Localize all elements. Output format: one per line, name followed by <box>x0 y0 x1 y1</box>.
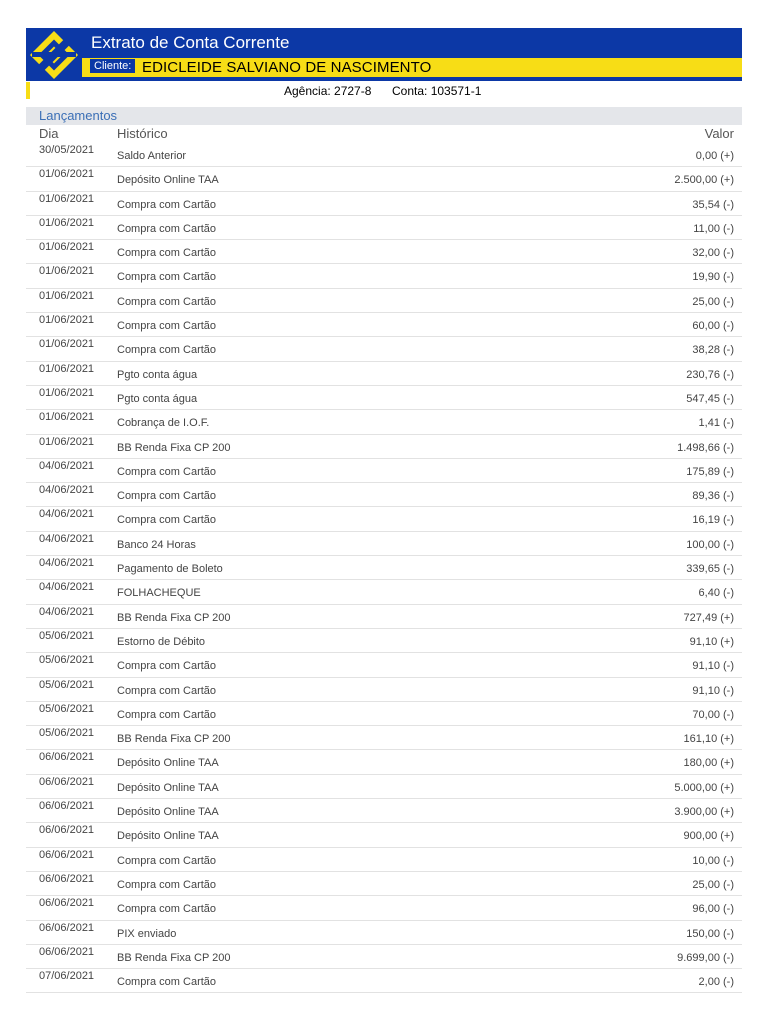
client-label: Cliente: <box>90 59 135 73</box>
section-title: Lançamentos <box>39 108 118 123</box>
row-date: 06/06/2021 <box>39 897 95 910</box>
row-description: PIX enviado <box>117 927 177 940</box>
row-date: 01/06/2021 <box>39 386 95 399</box>
row-value: 96,00 (-) <box>692 903 734 916</box>
table-row <box>26 629 742 653</box>
row-date: 05/06/2021 <box>39 727 95 740</box>
account-info <box>26 82 742 100</box>
row-description: Compra com Cartão <box>117 684 217 697</box>
row-date: 01/06/2021 <box>39 338 95 351</box>
table-row <box>26 702 742 726</box>
row-value: 900,00 (+) <box>683 830 734 843</box>
row-date: 06/06/2021 <box>39 921 95 934</box>
row-description: Depósito Online TAA <box>117 174 219 187</box>
table-row <box>26 192 742 216</box>
table-row <box>26 896 742 920</box>
table-row <box>26 507 742 531</box>
row-date: 06/06/2021 <box>39 872 95 885</box>
row-value: 180,00 (+) <box>683 757 734 770</box>
table-row <box>26 726 742 750</box>
row-value: 1,41 (-) <box>698 417 734 430</box>
row-date: 04/06/2021 <box>39 532 95 545</box>
row-date: 04/06/2021 <box>39 459 95 472</box>
table-row <box>26 580 742 604</box>
row-date: 30/05/2021 <box>39 144 95 156</box>
row-value: 89,36 (-) <box>692 490 734 503</box>
row-value: 91,10 (-) <box>692 660 734 673</box>
row-value: 11,00 (-) <box>693 222 734 235</box>
table-row <box>26 143 742 167</box>
row-description: Saldo Anterior <box>117 150 187 162</box>
row-date: 06/06/2021 <box>39 824 95 837</box>
table-row <box>26 775 742 799</box>
row-description: Pgto conta água <box>117 368 198 381</box>
table-row <box>26 921 742 945</box>
statement-header <box>26 28 742 81</box>
row-date: 06/06/2021 <box>39 775 95 788</box>
row-description: Compra com Cartão <box>117 660 217 673</box>
row-date: 05/06/2021 <box>39 654 95 667</box>
row-description: Depósito Online TAA <box>117 806 219 819</box>
row-description: Compra com Cartão <box>117 344 217 357</box>
row-date: 04/06/2021 <box>39 557 95 570</box>
table-row <box>26 313 742 337</box>
row-date: 06/06/2021 <box>39 751 95 764</box>
row-description: Cobrança de I.O.F. <box>117 417 210 430</box>
row-description: Banco 24 Horas <box>117 538 196 551</box>
table-row <box>26 653 742 677</box>
row-value: 38,28 (-) <box>692 344 734 357</box>
table-row <box>26 969 742 993</box>
row-value: 70,00 (-) <box>692 708 734 721</box>
row-description: Compra com Cartão <box>117 976 217 989</box>
row-description: Compra com Cartão <box>117 271 217 284</box>
row-description: Depósito Online TAA <box>117 757 219 770</box>
table-row <box>26 435 742 459</box>
table-row <box>26 532 742 556</box>
row-date: 01/06/2021 <box>39 192 95 205</box>
column-header-dia: Dia <box>39 126 59 141</box>
table-row <box>26 240 742 264</box>
row-date: 04/06/2021 <box>39 484 95 497</box>
table-row <box>26 556 742 580</box>
transactions-table <box>26 143 742 993</box>
table-row <box>26 167 742 191</box>
table-row <box>26 799 742 823</box>
row-description: BB Renda Fixa CP 200 <box>117 441 231 454</box>
row-date: 06/06/2021 <box>39 800 95 813</box>
row-date: 05/06/2021 <box>39 629 95 642</box>
row-value: 2,00 (-) <box>698 976 734 989</box>
conta-text: Conta: 103571-1 <box>392 84 482 98</box>
row-value: 339,65 (-) <box>686 563 734 576</box>
row-date: 01/06/2021 <box>39 216 95 229</box>
row-description: Compra com Cartão <box>117 247 217 260</box>
row-description: Compra com Cartão <box>117 490 217 503</box>
row-value: 3.900,00 (+) <box>674 806 734 819</box>
row-description: BB Renda Fixa CP 200 <box>117 611 231 624</box>
row-description: Estorno de Débito <box>117 635 206 648</box>
row-date: 04/06/2021 <box>39 581 95 594</box>
row-value: 100,00 (-) <box>686 538 734 551</box>
row-value: 91,10 (+) <box>689 635 734 648</box>
row-value: 727,49 (+) <box>683 611 734 624</box>
row-value: 5.000,00 (+) <box>674 781 734 794</box>
row-date: 01/06/2021 <box>39 168 95 181</box>
row-date: 06/06/2021 <box>39 848 95 861</box>
table-row <box>26 289 742 313</box>
row-value: 60,00 (-) <box>692 320 734 333</box>
row-date: 01/06/2021 <box>39 362 95 375</box>
row-value: 91,10 (-) <box>692 684 734 697</box>
row-value: 19,90 (-) <box>692 271 734 284</box>
row-date: 01/06/2021 <box>39 289 95 302</box>
row-description: Compra com Cartão <box>117 514 217 527</box>
table-row <box>26 386 742 410</box>
row-date: 04/06/2021 <box>39 605 95 618</box>
row-date: 05/06/2021 <box>39 702 95 715</box>
row-description: Compra com Cartão <box>117 295 217 308</box>
row-date: 04/06/2021 <box>39 508 95 521</box>
row-value: 150,00 (-) <box>686 927 734 940</box>
row-value: 10,00 (-) <box>692 854 734 867</box>
client-name: EDICLEIDE SALVIANO DE NASCIMENTO <box>142 59 432 76</box>
row-description: Pgto conta água <box>117 392 198 405</box>
table-row <box>26 410 742 434</box>
table-row <box>26 678 742 702</box>
table-row <box>26 872 742 896</box>
row-description: Compra com Cartão <box>117 708 217 721</box>
section-header <box>26 107 742 125</box>
row-description: FOLHACHEQUE <box>117 587 201 600</box>
row-value: 25,00 (-) <box>692 295 734 308</box>
row-description: Compra com Cartão <box>117 222 217 235</box>
row-value: 0,00 (+) <box>695 150 734 162</box>
row-value: 1.498,66 (-) <box>677 441 734 454</box>
row-description: BB Renda Fixa CP 200 <box>117 733 231 746</box>
table-row <box>26 362 742 386</box>
row-description: Pagamento de Boleto <box>117 563 223 576</box>
row-date: 07/06/2021 <box>39 970 95 983</box>
row-description: Depósito Online TAA <box>117 830 219 843</box>
table-row <box>26 823 742 847</box>
table-row <box>26 337 742 361</box>
table-row <box>26 264 742 288</box>
row-value: 6,40 (-) <box>698 587 734 600</box>
row-description: Depósito Online TAA <box>117 781 219 794</box>
row-description: Compra com Cartão <box>117 878 217 891</box>
table-row <box>26 848 742 872</box>
row-value: 25,00 (-) <box>692 878 734 891</box>
agencia-text: Agência: 2727-8 <box>284 84 372 98</box>
row-description: Compra com Cartão <box>117 320 217 333</box>
table-row <box>26 483 742 507</box>
table-row <box>26 750 742 774</box>
row-date: 01/06/2021 <box>39 241 95 254</box>
column-header-valor: Valor <box>704 126 734 141</box>
row-description: Compra com Cartão <box>117 854 217 867</box>
row-value: 161,10 (+) <box>683 733 734 746</box>
row-description: Compra com Cartão <box>117 198 217 211</box>
row-description: Compra com Cartão <box>117 465 217 478</box>
table-row <box>26 216 742 240</box>
row-date: 05/06/2021 <box>39 678 95 691</box>
row-date: 01/06/2021 <box>39 411 95 424</box>
column-header-historico: Histórico <box>117 126 168 141</box>
banco-do-brasil-logo-icon <box>26 28 82 81</box>
row-value: 2.500,00 (+) <box>674 174 734 187</box>
table-row <box>26 945 742 969</box>
row-value: 16,19 (-) <box>692 514 734 527</box>
row-description: Compra com Cartão <box>117 903 217 916</box>
row-value: 32,00 (-) <box>692 247 734 260</box>
row-value: 9.699,00 (-) <box>677 951 734 964</box>
row-description: BB Renda Fixa CP 200 <box>117 951 231 964</box>
row-value: 35,54 (-) <box>692 198 734 211</box>
table-row <box>26 459 742 483</box>
row-value: 547,45 (-) <box>686 392 734 405</box>
row-value: 230,76 (-) <box>686 368 734 381</box>
row-date: 01/06/2021 <box>39 314 95 327</box>
row-value: 175,89 (-) <box>686 465 734 478</box>
row-date: 01/06/2021 <box>39 435 95 448</box>
table-row <box>26 605 742 629</box>
row-date: 06/06/2021 <box>39 945 95 958</box>
page-title: Extrato de Conta Corrente <box>91 33 290 52</box>
row-date: 01/06/2021 <box>39 265 95 278</box>
